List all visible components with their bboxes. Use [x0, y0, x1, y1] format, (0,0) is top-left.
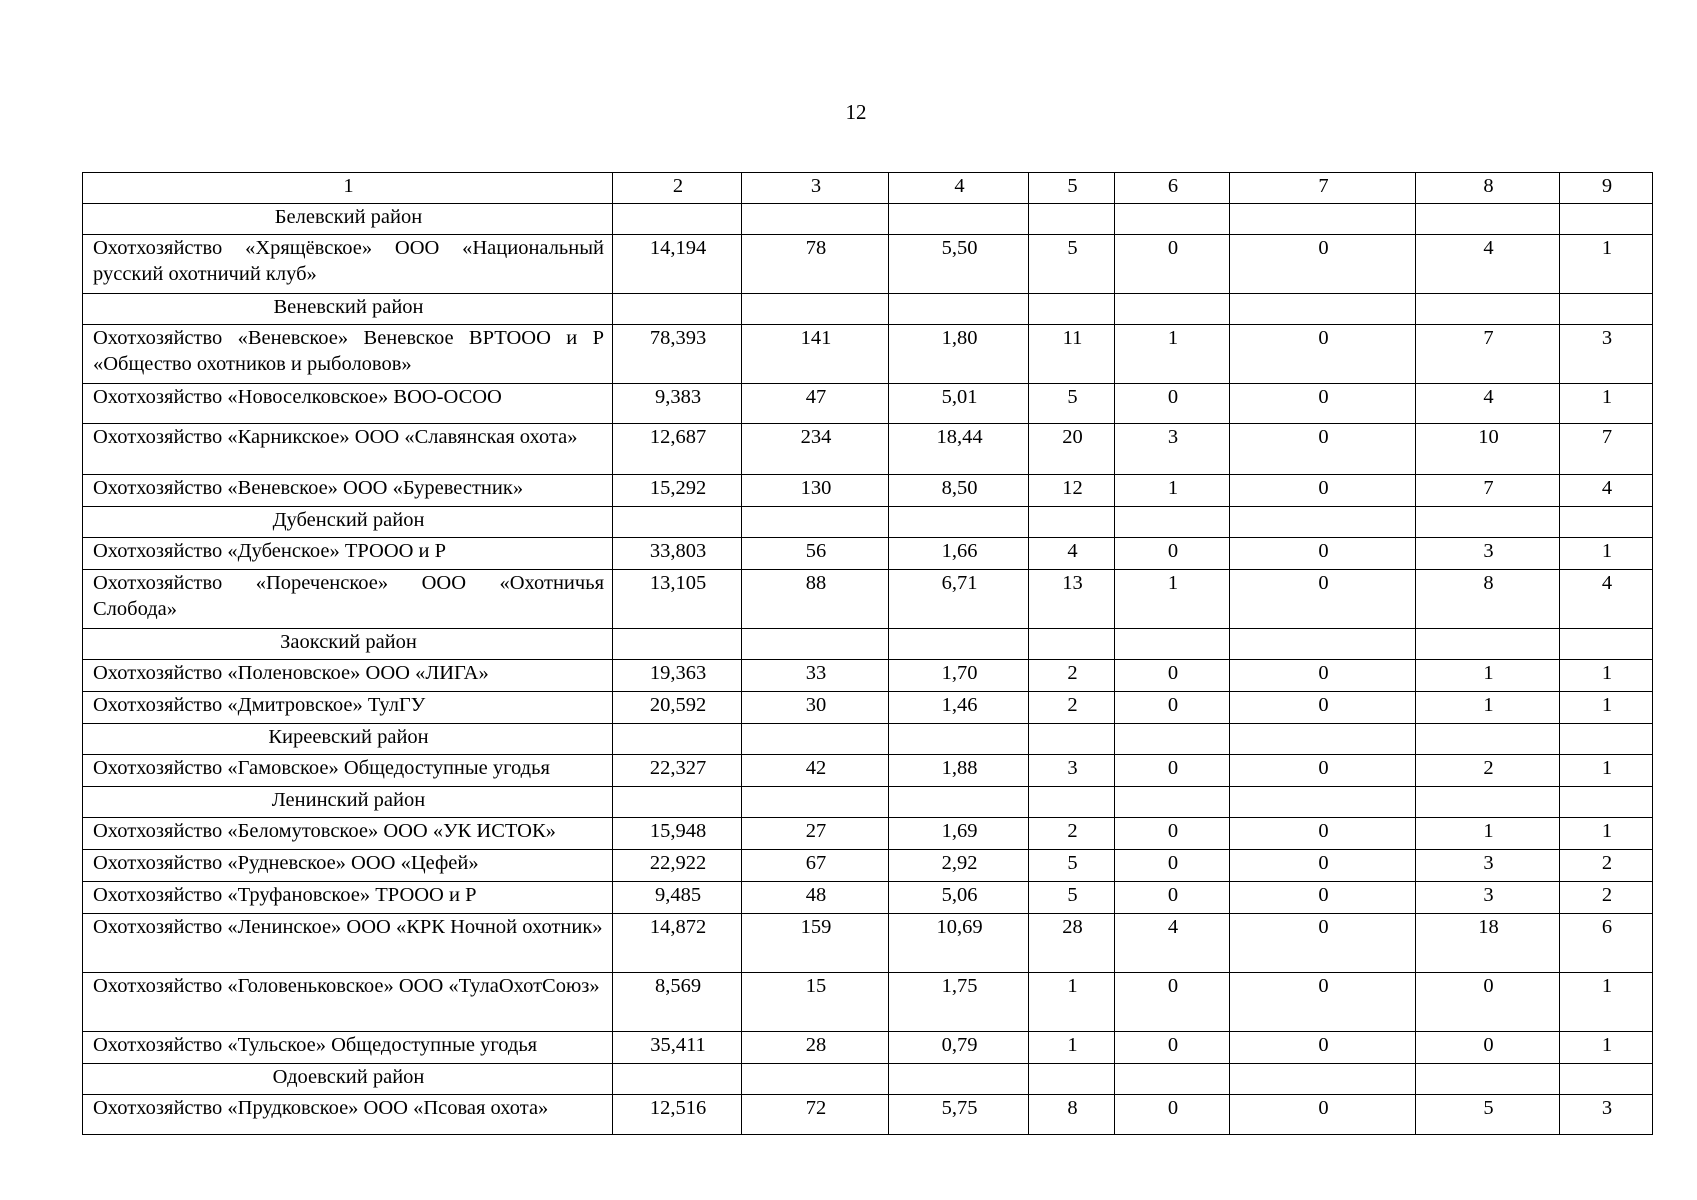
table-row [83, 973, 1653, 1032]
empty-cell [1230, 724, 1416, 755]
value-cell: 1 [1560, 818, 1653, 850]
hunting-ground-name: Охотхозяйство «Тульское» Общедоступные угодья [83, 1032, 613, 1064]
value-cell: 7 [1416, 325, 1560, 384]
table-row [83, 1032, 1653, 1064]
empty-cell [1230, 1064, 1416, 1095]
value-cell: 1,80 [889, 325, 1029, 384]
hunting-grounds-table [82, 172, 1653, 1135]
table-row [83, 755, 1653, 787]
table-row [83, 538, 1653, 570]
value-cell: 1 [1029, 1032, 1115, 1064]
value-cell: 0 [1115, 882, 1230, 914]
table-row [83, 850, 1653, 882]
value-cell: 8 [1416, 570, 1560, 629]
empty-cell [613, 787, 742, 818]
empty-cell [889, 294, 1029, 325]
value-cell: 2 [1029, 818, 1115, 850]
value-cell: 9,485 [613, 882, 742, 914]
value-cell: 1 [1560, 538, 1653, 570]
value-cell: 0,79 [889, 1032, 1029, 1064]
value-cell: 0 [1115, 1032, 1230, 1064]
value-cell: 0 [1230, 755, 1416, 787]
value-cell: 1 [1560, 660, 1653, 692]
value-cell: 5 [1029, 882, 1115, 914]
empty-cell [1560, 1064, 1653, 1095]
value-cell: 13,105 [613, 570, 742, 629]
value-cell: 0 [1230, 818, 1416, 850]
empty-cell [1560, 629, 1653, 660]
empty-cell [1115, 1064, 1230, 1095]
value-cell: 159 [742, 914, 889, 973]
value-cell: 72 [742, 1095, 889, 1135]
empty-cell [613, 724, 742, 755]
value-cell: 130 [742, 475, 889, 507]
value-cell: 0 [1230, 570, 1416, 629]
empty-cell [889, 204, 1029, 235]
value-cell: 5 [1029, 384, 1115, 424]
value-cell: 0 [1115, 1095, 1230, 1135]
empty-cell [613, 204, 742, 235]
district-name: Дубенский район [83, 507, 613, 538]
value-cell: 27 [742, 818, 889, 850]
value-cell: 18,44 [889, 424, 1029, 475]
value-cell: 78,393 [613, 325, 742, 384]
district-name: Белевский район [83, 204, 613, 235]
district-name: Заокский район [83, 629, 613, 660]
value-cell: 7 [1416, 475, 1560, 507]
value-cell: 3 [1560, 1095, 1653, 1135]
value-cell: 5,50 [889, 235, 1029, 294]
empty-cell [889, 724, 1029, 755]
table-body [83, 173, 1653, 1135]
value-cell: 6 [1560, 914, 1653, 973]
value-cell: 4 [1416, 235, 1560, 294]
value-cell: 2 [1560, 850, 1653, 882]
value-cell: 15,292 [613, 475, 742, 507]
value-cell: 2,92 [889, 850, 1029, 882]
table-row [83, 1095, 1653, 1135]
table-row [83, 384, 1653, 424]
value-cell: 88 [742, 570, 889, 629]
value-cell: 3 [1416, 538, 1560, 570]
district-row [83, 1064, 1653, 1095]
empty-cell [1230, 204, 1416, 235]
value-cell: 0 [1230, 235, 1416, 294]
value-cell: 20,592 [613, 692, 742, 724]
value-cell: 1,70 [889, 660, 1029, 692]
column-header: 7 [1230, 173, 1416, 204]
empty-cell [1416, 1064, 1560, 1095]
value-cell: 4 [1416, 384, 1560, 424]
value-cell: 9,383 [613, 384, 742, 424]
hunting-ground-name: Охотхозяйство «Гамовское» Общедоступные угодья [83, 755, 613, 787]
value-cell: 42 [742, 755, 889, 787]
hunting-ground-name: Охотхозяйство «Веневское» ООО «Буревестник» [83, 475, 613, 507]
value-cell: 0 [1115, 973, 1230, 1032]
empty-cell [1029, 629, 1115, 660]
empty-cell [742, 1064, 889, 1095]
column-header: 6 [1115, 173, 1230, 204]
empty-cell [1115, 787, 1230, 818]
table-row [83, 660, 1653, 692]
value-cell: 0 [1115, 384, 1230, 424]
value-cell: 0 [1230, 424, 1416, 475]
empty-cell [1416, 724, 1560, 755]
column-header: 4 [889, 173, 1029, 204]
empty-cell [1029, 294, 1115, 325]
value-cell: 33,803 [613, 538, 742, 570]
value-cell: 3 [1115, 424, 1230, 475]
value-cell: 0 [1230, 692, 1416, 724]
value-cell: 0 [1230, 325, 1416, 384]
value-cell: 0 [1115, 538, 1230, 570]
value-cell: 0 [1230, 384, 1416, 424]
value-cell: 18 [1416, 914, 1560, 973]
hunting-ground-name: Охотхозяйство «Дубенское» ТРООО и Р [83, 538, 613, 570]
value-cell: 10,69 [889, 914, 1029, 973]
value-cell: 1 [1416, 818, 1560, 850]
value-cell: 1 [1416, 692, 1560, 724]
empty-cell [889, 507, 1029, 538]
hunting-ground-name: Охотхозяйство «Карникское» ООО «Славянская охота» [83, 424, 613, 475]
value-cell: 5 [1029, 850, 1115, 882]
value-cell: 1,88 [889, 755, 1029, 787]
empty-cell [1416, 204, 1560, 235]
district-name: Одоевский район [83, 1064, 613, 1095]
hunting-ground-name: Охотхозяйство «Головеньковское» ООО «ТулаОхотСоюз» [83, 973, 613, 1032]
value-cell: 20 [1029, 424, 1115, 475]
hunting-ground-name: Охотхозяйство «Прудковское» ООО «Псовая охота» [83, 1095, 613, 1135]
table-row [83, 570, 1653, 629]
empty-cell [1029, 787, 1115, 818]
value-cell: 15,948 [613, 818, 742, 850]
value-cell: 0 [1416, 973, 1560, 1032]
empty-cell [1230, 294, 1416, 325]
hunting-ground-name: Охотхозяйство «Дмитровское» ТулГУ [83, 692, 613, 724]
value-cell: 4 [1115, 914, 1230, 973]
empty-cell [1029, 724, 1115, 755]
column-header: 9 [1560, 173, 1653, 204]
value-cell: 14,872 [613, 914, 742, 973]
district-name: Ленинский район [83, 787, 613, 818]
value-cell: 2 [1029, 692, 1115, 724]
value-cell: 28 [742, 1032, 889, 1064]
value-cell: 0 [1115, 850, 1230, 882]
value-cell: 48 [742, 882, 889, 914]
table-row [83, 424, 1653, 475]
empty-cell [1115, 629, 1230, 660]
empty-cell [613, 507, 742, 538]
value-cell: 2 [1029, 660, 1115, 692]
table-row [83, 235, 1653, 294]
hunting-ground-name: Охотхозяйство «Хрящёвское» ООО «Национальный русский охотничий клуб» [83, 235, 613, 294]
value-cell: 0 [1230, 882, 1416, 914]
empty-cell [1560, 507, 1653, 538]
empty-cell [889, 629, 1029, 660]
empty-cell [1230, 787, 1416, 818]
value-cell: 47 [742, 384, 889, 424]
empty-cell [889, 787, 1029, 818]
value-cell: 0 [1115, 755, 1230, 787]
district-row [83, 724, 1653, 755]
value-cell: 0 [1115, 692, 1230, 724]
empty-cell [742, 204, 889, 235]
value-cell: 2 [1416, 755, 1560, 787]
column-header: 1 [83, 173, 613, 204]
value-cell: 14,194 [613, 235, 742, 294]
table-row [83, 475, 1653, 507]
value-cell: 3 [1029, 755, 1115, 787]
empty-cell [742, 724, 889, 755]
value-cell: 35,411 [613, 1032, 742, 1064]
district-row [83, 629, 1653, 660]
value-cell: 3 [1560, 325, 1653, 384]
value-cell: 12,687 [613, 424, 742, 475]
district-row [83, 204, 1653, 235]
hunting-ground-name: Охотхозяйство «Новоселковское» ВОО-ОСОО [83, 384, 613, 424]
value-cell: 8,50 [889, 475, 1029, 507]
value-cell: 0 [1230, 850, 1416, 882]
value-cell: 1 [1560, 755, 1653, 787]
empty-cell [1416, 629, 1560, 660]
value-cell: 10 [1416, 424, 1560, 475]
page-number: 12 [845, 100, 867, 124]
value-cell: 8 [1029, 1095, 1115, 1135]
value-cell: 12 [1029, 475, 1115, 507]
value-cell: 3 [1416, 882, 1560, 914]
empty-cell [613, 629, 742, 660]
value-cell: 3 [1416, 850, 1560, 882]
empty-cell [613, 1064, 742, 1095]
column-header: 2 [613, 173, 742, 204]
value-cell: 19,363 [613, 660, 742, 692]
value-cell: 1 [1560, 973, 1653, 1032]
value-cell: 4 [1560, 475, 1653, 507]
empty-cell [742, 294, 889, 325]
empty-cell [1115, 724, 1230, 755]
value-cell: 0 [1230, 660, 1416, 692]
value-cell: 1 [1115, 570, 1230, 629]
hunting-ground-name: Охотхозяйство «Беломутовское» ООО «УК ИСТОК» [83, 818, 613, 850]
empty-cell [742, 787, 889, 818]
value-cell: 78 [742, 235, 889, 294]
value-cell: 1,46 [889, 692, 1029, 724]
empty-cell [1560, 294, 1653, 325]
column-header: 8 [1416, 173, 1560, 204]
value-cell: 1 [1115, 325, 1230, 384]
column-header: 3 [742, 173, 889, 204]
value-cell: 4 [1560, 570, 1653, 629]
value-cell: 12,516 [613, 1095, 742, 1135]
value-cell: 22,922 [613, 850, 742, 882]
value-cell: 0 [1115, 660, 1230, 692]
empty-cell [1416, 294, 1560, 325]
value-cell: 11 [1029, 325, 1115, 384]
value-cell: 15 [742, 973, 889, 1032]
value-cell: 0 [1230, 475, 1416, 507]
district-row [83, 294, 1653, 325]
value-cell: 22,327 [613, 755, 742, 787]
empty-cell [1230, 507, 1416, 538]
value-cell: 30 [742, 692, 889, 724]
value-cell: 28 [1029, 914, 1115, 973]
empty-cell [1029, 204, 1115, 235]
value-cell: 1 [1115, 475, 1230, 507]
value-cell: 2 [1560, 882, 1653, 914]
value-cell: 5,75 [889, 1095, 1029, 1135]
value-cell: 1,69 [889, 818, 1029, 850]
empty-cell [742, 507, 889, 538]
hunting-ground-name: Охотхозяйство «Пореченское» ООО «Охотничья Слобода» [83, 570, 613, 629]
empty-cell [1560, 787, 1653, 818]
empty-cell [889, 1064, 1029, 1095]
value-cell: 1 [1416, 660, 1560, 692]
value-cell: 5 [1416, 1095, 1560, 1135]
column-header-row [83, 173, 1653, 204]
value-cell: 0 [1115, 235, 1230, 294]
value-cell: 5,06 [889, 882, 1029, 914]
empty-cell [1115, 294, 1230, 325]
table-row [83, 692, 1653, 724]
value-cell: 67 [742, 850, 889, 882]
value-cell: 1 [1560, 235, 1653, 294]
hunting-ground-name: Охотхозяйство «Труфановское» ТРООО и Р [83, 882, 613, 914]
value-cell: 0 [1230, 914, 1416, 973]
empty-cell [1115, 204, 1230, 235]
empty-cell [1230, 629, 1416, 660]
table-row [83, 882, 1653, 914]
empty-cell [613, 294, 742, 325]
value-cell: 234 [742, 424, 889, 475]
value-cell: 0 [1230, 1095, 1416, 1135]
empty-cell [1115, 507, 1230, 538]
value-cell: 0 [1416, 1032, 1560, 1064]
empty-cell [1560, 204, 1653, 235]
value-cell: 1 [1560, 384, 1653, 424]
value-cell: 1,75 [889, 973, 1029, 1032]
value-cell: 6,71 [889, 570, 1029, 629]
column-header: 5 [1029, 173, 1115, 204]
district-row [83, 507, 1653, 538]
empty-cell [1416, 507, 1560, 538]
empty-cell [1029, 507, 1115, 538]
hunting-ground-name: Охотхозяйство «Рудневское» ООО «Цефей» [83, 850, 613, 882]
empty-cell [1560, 724, 1653, 755]
district-name: Киреевский район [83, 724, 613, 755]
value-cell: 0 [1230, 1032, 1416, 1064]
empty-cell [1029, 1064, 1115, 1095]
empty-cell [1416, 787, 1560, 818]
table-row [83, 818, 1653, 850]
table-row [83, 325, 1653, 384]
value-cell: 56 [742, 538, 889, 570]
value-cell: 5 [1029, 235, 1115, 294]
value-cell: 4 [1029, 538, 1115, 570]
value-cell: 13 [1029, 570, 1115, 629]
value-cell: 0 [1230, 538, 1416, 570]
value-cell: 33 [742, 660, 889, 692]
value-cell: 1 [1560, 1032, 1653, 1064]
value-cell: 7 [1560, 424, 1653, 475]
empty-cell [742, 629, 889, 660]
value-cell: 0 [1115, 818, 1230, 850]
value-cell: 0 [1230, 973, 1416, 1032]
value-cell: 1 [1029, 973, 1115, 1032]
hunting-ground-name: Охотхозяйство «Веневское» Веневское ВРТООО и Р «Общество охотников и рыболовов» [83, 325, 613, 384]
hunting-ground-name: Охотхозяйство «Ленинское» ООО «КРК Ночной охотник» [83, 914, 613, 973]
hunting-ground-name: Охотхозяйство «Поленовское» ООО «ЛИГА» [83, 660, 613, 692]
value-cell: 1,66 [889, 538, 1029, 570]
value-cell: 8,569 [613, 973, 742, 1032]
value-cell: 5,01 [889, 384, 1029, 424]
district-name: Веневский район [83, 294, 613, 325]
table-row [83, 914, 1653, 973]
value-cell: 1 [1560, 692, 1653, 724]
district-row [83, 787, 1653, 818]
value-cell: 141 [742, 325, 889, 384]
